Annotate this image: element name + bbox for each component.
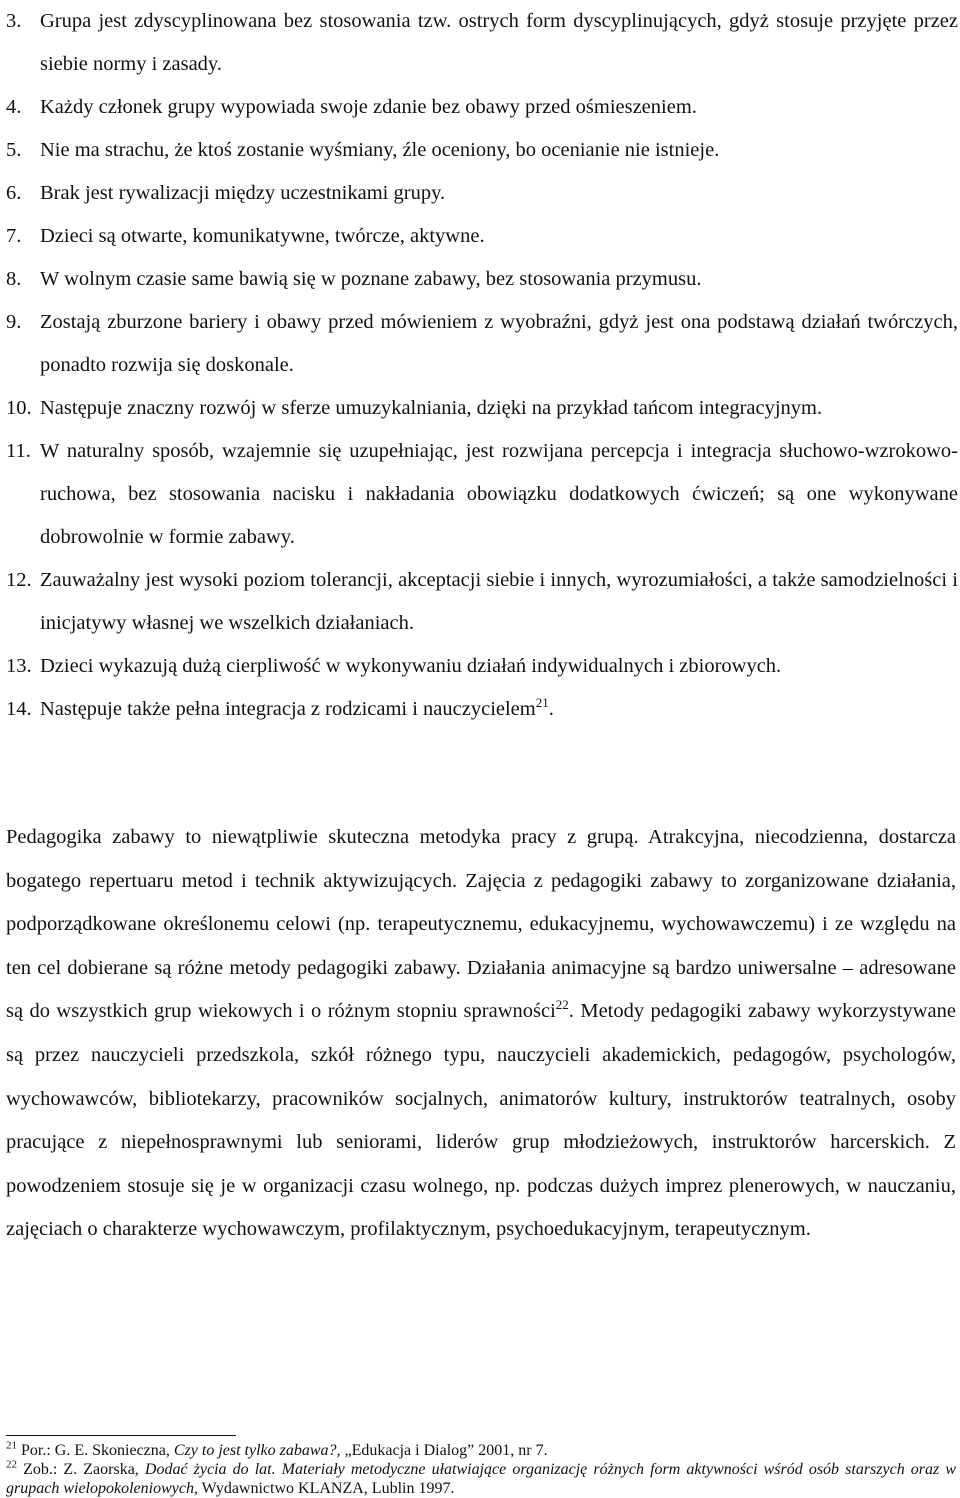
list-item-8 [6,258,958,301]
list-item-3 [6,0,958,86]
list-item-6 [6,172,958,215]
list-item-7 [6,215,958,258]
footnote-prefix: Por.: G. E. Skonieczna, [21,1442,174,1459]
list-item-number: 11. [6,440,31,462]
footnote-22 [6,1460,956,1498]
list-item-number: 8. [6,268,22,290]
list-item-text: Grupa jest zdyscyplinowana bez stosowania tzw. ostrych form dyscyplinujących, gdyż stosuje przyjęte przez siebie normy i zasady. [40,10,958,75]
list-item-end: . [548,698,554,720]
list-item-text: Nie ma strachu, że ktoś zostanie wyśmiany, źle oceniony, bo ocenianie nie istnieje. [40,139,720,161]
list-item-number: 6. [6,182,22,204]
list-item-5 [6,129,958,172]
list-item-text: Każdy członek grupy wypowiada swoje zdanie bez obawy przed ośmieszeniem. [40,96,697,118]
list-item-number: 4. [6,96,22,118]
list-item-text: W wolnym czasie same bawią się w poznane zabawy, bez stosowania przymusu. [40,268,702,290]
list-item-number: 13. [6,655,32,677]
footnote-21 [6,1441,956,1460]
footnote-number: 21 [6,1439,17,1452]
list-item-4 [6,86,958,129]
list-item-number: 14. [6,698,32,720]
list-item-12 [6,559,958,645]
paragraph-text-part2: . Metody pedagogiki zabawy wykorzystywane są przez nauczycieli przedszkola, szkół różnego typu, nauczycieli akademickich, pedagogów, psychologów, wychowawców, bibliotekarzy, pracowników socjalnych, animatorów kultury, instruktorów teatralnych, osoby pracujące z niepełnosprawnymi lub seniorami, liderów grup młodzieżowych, instruktorów harcerskich. Z powodzeniem stosuje się je w organizacji czasu wolnego, np. podczas dużych imprez plenerowych, w nauczaniu, zajęciach o charakterze wychowawczym, profilaktycznym, psychoedukacyjnym, terapeutycznym. [6,1000,957,1241]
list-item-number: 12. [6,569,32,591]
footnote-title: Czy to jest tylko zabawa?, [173,1442,341,1459]
paragraph-text-part1: Pedagogika zabawy to niewątpliwie skuteczna metodyka pracy z grupą. Atrakcyjna, niecodzienna, dostarcza bogatego repertuaru metod i technik aktywizujących. Zajęcia z pedagogiki zabawy to zorganizowane działania, podporządkowane określonemu celowi (np. terapeutycznemu, edukacyjnemu, wychowawczemu) i ze względu na ten cel dobierane są różne metody pedagogiki zabawy. Działania animacyjne są bardzo uniwersalne – adresowane są do wszystkich grup wiekowych i o różnym stopniu sprawności [6,826,956,1023]
list-item-10 [6,387,958,430]
list-item-11 [6,430,958,559]
list-item-number: 7. [6,225,22,247]
footnote-separator [6,1435,236,1436]
footnote-suffix: „Edukacja i Dialog” 2001, nr 7. [340,1442,548,1459]
footnote-prefix: Zob.: Z. Zaorska, [23,1461,145,1478]
list-item-number: 9. [6,311,22,333]
footnote-ref-22: 22 [555,997,569,1013]
list-item-number: 3. [6,10,22,32]
list-item-text: Dzieci są otwarte, komunikatywne, twórcze, aktywne. [40,225,485,247]
footnotes [6,1441,956,1498]
numbered-list [6,0,958,731]
list-item-text: Zauważalny jest wysoki poziom tolerancji, akceptacji siebie i innych, wyrozumiałości, a także samodzielności i inicjatywy własnej we wszelkich działaniach. [40,569,958,634]
list-item-number: 5. [6,139,22,161]
body-paragraph [6,816,956,1252]
list-item-13 [6,645,958,688]
list-item-14 [6,688,958,731]
footnote-title: Dodać życia do lat. Materiały metodyczne ułatwiające organizację różnych form aktywności wśród osób starszych oraz w grupach wielopokoleniowych [6,1461,957,1497]
list-item-text: Następuje także pełna integracja z rodzicami i nauczycielem [40,698,536,720]
list-item-text: Dzieci wykazują dużą cierpliwość w wykonywaniu działań indywidualnych i zbiorowych. [40,655,782,677]
list-item-number: 10. [6,397,32,419]
list-item-text: Brak jest rywalizacji między uczestnikami grupy. [40,182,446,204]
list-item-text: W naturalny sposób, wzajemnie się uzupełniając, jest rozwijana percepcja i integracja słuchowo-wzrokowo-ruchowa, bez stosowania nacisku i nakładania obowiązku dodatkowych ćwiczeń; są one wykonywane dobrowolnie w formie zabawy. [40,440,958,548]
list-item-text: Następuje znaczny rozwój w sferze umuzykalniania, dzięki na przykład tańcom integracyjnym. [40,397,823,419]
list-item-text: Zostają zburzone bariery i obawy przed mówieniem z wyobraźni, gdyż jest ona podstawą działań twórczych, ponadto rozwija się doskonale. [40,311,958,376]
footnote-number: 22 [6,1458,17,1471]
list-item-9 [6,301,958,387]
footnote-suffix: , Wydawnictwo KLANZA, Lublin 1997. [193,1480,455,1497]
footnote-ref-21: 21 [535,695,549,711]
